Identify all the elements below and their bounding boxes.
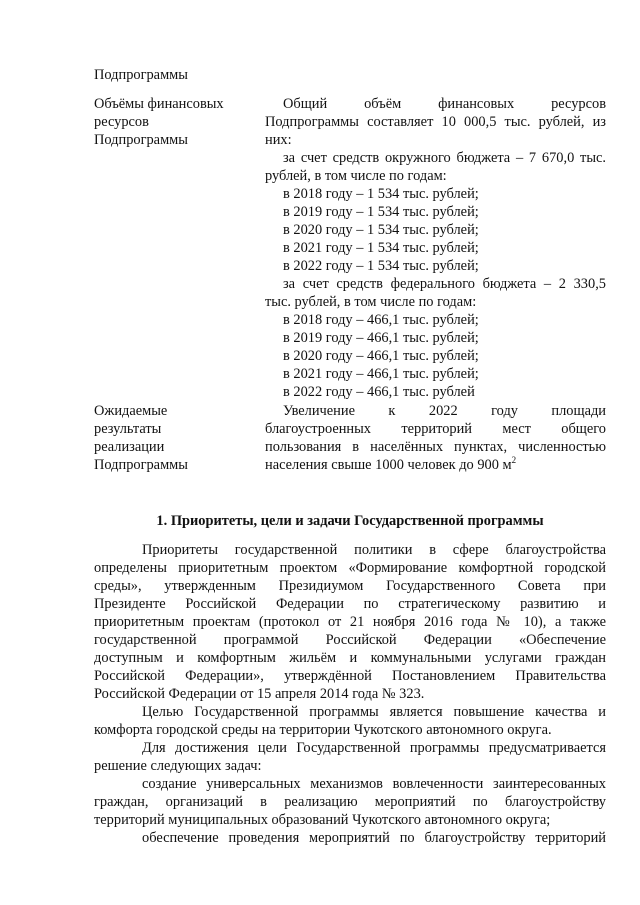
body-text-line: решение следующих задач: [94,758,262,774]
body-text-line: комфорта городской среды на территории Чукотского автономного округа. [94,722,552,738]
district-year-item: в 2021 году – 1 534 тыс. рублей; [283,240,479,256]
district-budget-line: за счет средств окружного бюджета – 7 670,0 тыс. [283,150,606,166]
body-text-line: приоритетным проектам (протокол от 21 ноября 2016 года № 10), а также [94,614,606,630]
finance-intro-line: Подпрограммы составляет 10 000,5 тыс. рублей, из [265,114,606,130]
body-text-line: государственной программой Российской Федерации «Обеспечение [94,632,606,648]
body-text-line: Приоритеты государственной политики в сфере благоустройства [142,542,606,558]
finance-intro-line: них: [265,132,292,148]
body-text-line: Российской Федерации от 15 апреля 2014 года № 323. [94,686,425,702]
results-line: пользования в населённых пунктах, численностью [265,439,606,455]
body-text-line: обеспечение проведения мероприятий по благоустройству территорий [142,830,606,846]
federal-year-item: в 2018 году – 466,1 тыс. рублей; [283,312,479,328]
district-year-item: в 2022 году – 1 534 тыс. рублей; [283,258,479,274]
finance-content [265,95,606,401]
section-heading: 1. Приоритеты, цели и задачи Государственной программы [156,513,544,529]
federal-year-item: в 2019 году – 466,1 тыс. рублей; [283,330,479,346]
federal-year-item: в 2021 году – 466,1 тыс. рублей; [283,366,479,382]
results-label: Ожидаемые результаты реализации Подпрограммы [94,403,188,473]
results-line: благоустроенных территорий мест общего [265,421,606,437]
body-text-line: Целью Государственной программы является повышение качества и [142,704,606,720]
body-text-line: определены приоритетным проектом «Формирование комфортной городской [94,560,606,576]
federal-budget-line: тыс. рублей, в том числе по годам: [265,294,477,310]
district-year-item: в 2019 году – 1 534 тыс. рублей; [283,204,479,220]
district-budget-line: рублей, в том числе по годам: [265,168,447,184]
federal-budget-line: за счет средств федерального бюджета – 2 330,5 [283,276,606,292]
body-text-line: территорий муниципальных образований Чукотского автономного округа; [94,812,551,828]
federal-year-item: в 2020 году – 466,1 тыс. рублей; [283,348,479,364]
district-year-item: в 2020 году – 1 534 тыс. рублей; [283,222,479,238]
carryover-label: Подпрограммы [94,67,188,83]
body-text-line: граждан, организаций в реализацию мероприятий по благоустройству [94,794,606,810]
body-text-line: Президенте Российской Федерации по стратегическому развитию и [94,596,606,612]
results-content [265,402,606,474]
results-line: населения свыше 1000 человек до 900 $м^2$ [265,455,517,473]
finance-intro-line: Общий объём финансовых ресурсов [283,96,606,112]
section-body [94,541,606,847]
body-text-line: создание универсальных механизмов вовлеченности заинтересованных [142,776,606,792]
body-text-line: среды», утвержденным Президиумом Государственного Совета при [94,578,606,594]
body-text-line: Российской Федерации», утверждённой Постановлением Правительства [94,668,606,684]
body-text-line: Для достижения цели Государственной программы предусматривается [142,740,606,756]
area-unit-superscript: 2 [511,455,517,466]
federal-year-item: в 2022 году – 466,1 тыс. рублей [283,384,475,400]
district-year-item: в 2018 году – 1 534 тыс. рублей; [283,186,479,202]
results-line: Увеличение к 2022 году площади [283,403,606,419]
finance-label: Объёмы финансовых ресурсов Подпрограммы [94,96,224,148]
body-text-line: доступным и комфортным жильём и коммунальными услугами граждан [94,650,606,666]
